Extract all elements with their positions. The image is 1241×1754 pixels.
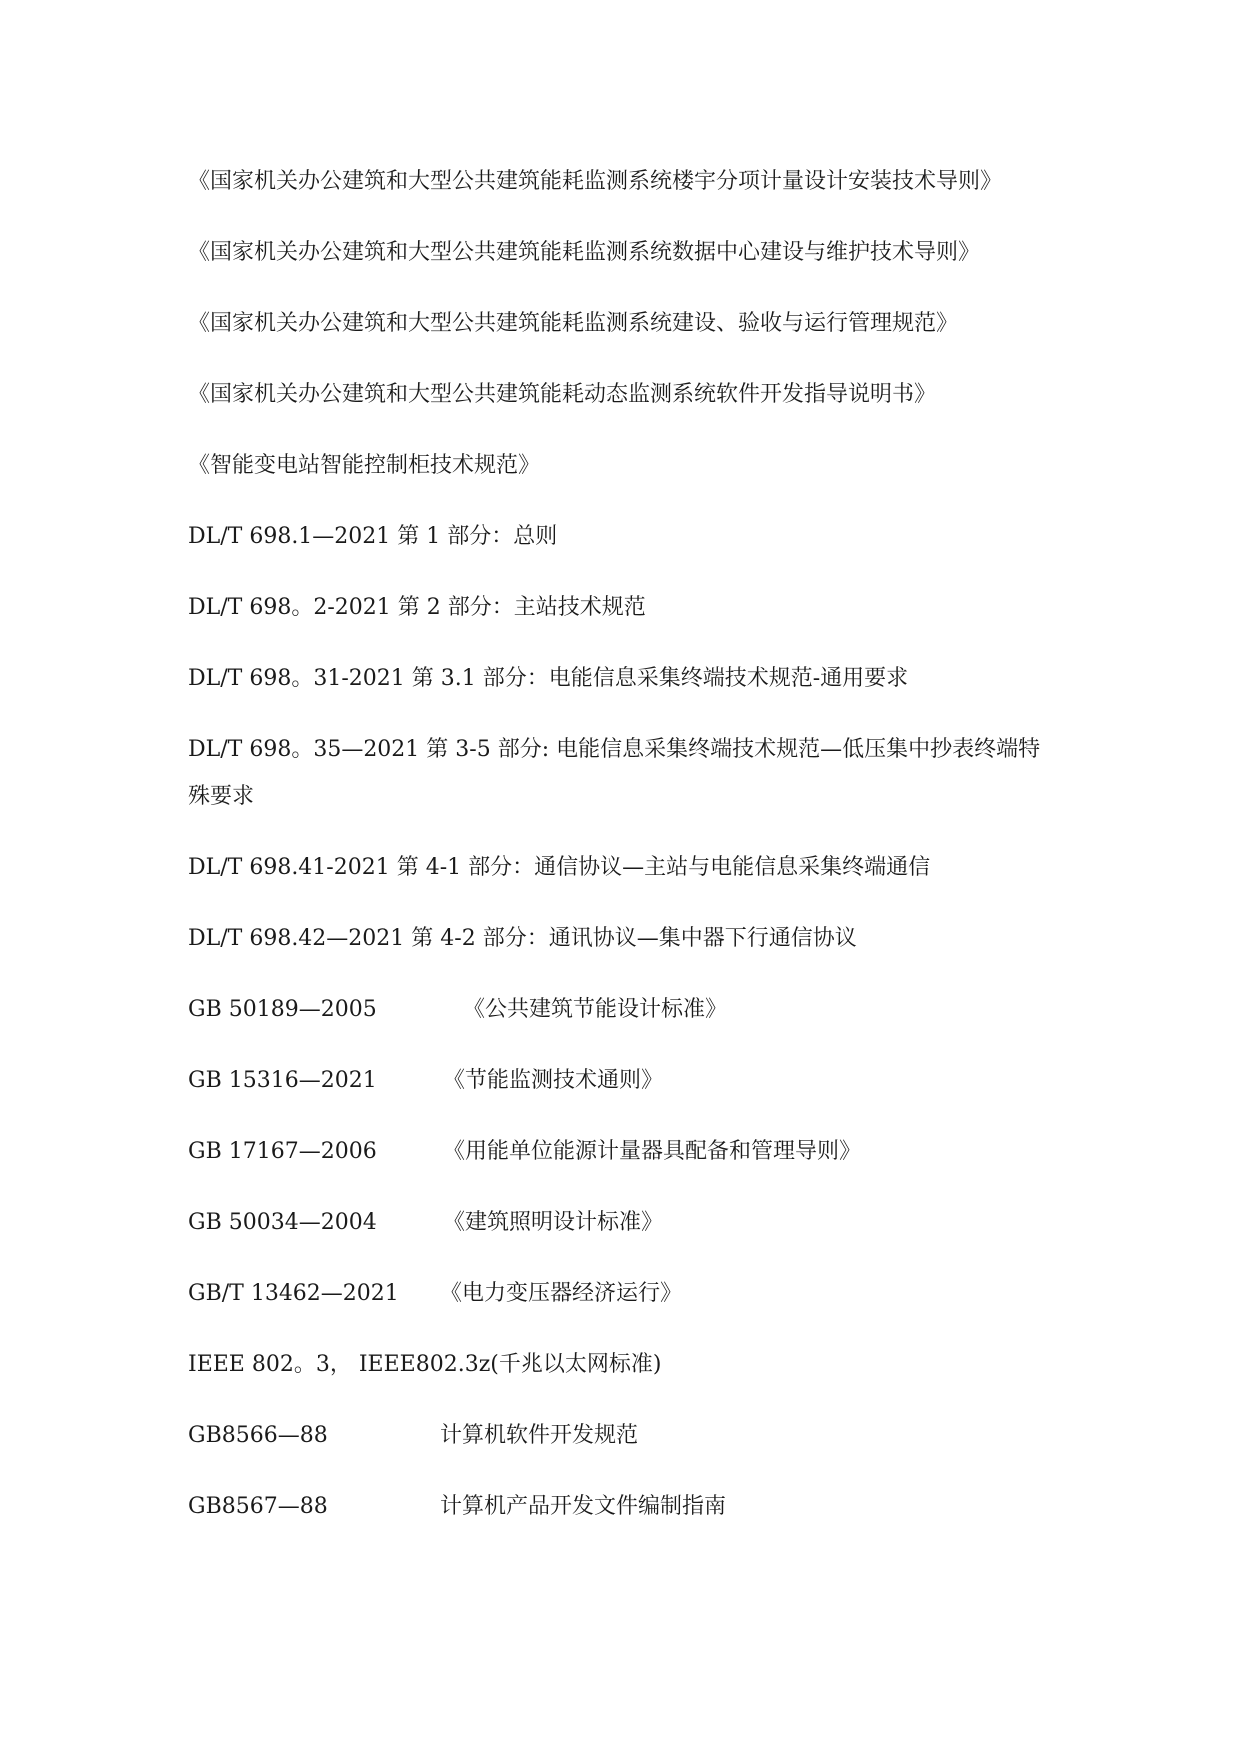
standard-title: 《公共建筑节能设计标准》 — [463, 997, 728, 1022]
standard-title: 计算机产品开发文件编制指南 — [440, 1494, 727, 1519]
standard-code: GB/T 13462—2021 — [188, 1281, 399, 1306]
software-standard-row — [188, 1412, 1060, 1459]
standard-code: GB8567—88 — [188, 1494, 328, 1519]
standard-row — [188, 1199, 1060, 1246]
standard-title: 《用能单位能源计量器具配备和管理导则》 — [443, 1139, 862, 1164]
reference-entry: DL/T 698。35—2021 第 3-5 部分: 电能信息采集终端技术规范—低压集中抄表终端特殊要求 — [188, 737, 1041, 809]
standard-title: 《电力变压器经济运行》 — [440, 1281, 683, 1306]
standard-code: GB 17167—2006 — [188, 1139, 377, 1164]
reference-entry: DL/T 698。31-2021 第 3.1 部分：电能信息采集终端技术规范-通用要求 — [188, 666, 909, 691]
standard-code: GB 50189—2005 — [188, 997, 377, 1022]
reference-entry: DL/T 698。2-2021 第 2 部分：主站技术规范 — [188, 595, 646, 620]
reference-entry: 《国家机关办公建筑和大型公共建筑能耗监测系统建设、验收与运行管理规范》 — [188, 311, 959, 336]
standard-code: GB 50034—2004 — [188, 1210, 377, 1235]
reference-list — [188, 158, 1060, 1554]
reference-entry: 《智能变电站智能控制柜技术规范》 — [188, 453, 541, 478]
standard-row — [188, 1270, 1060, 1317]
reference-entry: 《国家机关办公建筑和大型公共建筑能耗动态监测系统软件开发指导说明书》 — [188, 382, 937, 407]
reference-entry: DL/T 698.41-2021 第 4-1 部分：通信协议—主站与电能信息采集终端通信 — [188, 855, 931, 880]
standard-title: 《节能监测技术通则》 — [443, 1068, 664, 1093]
standard-title: 《建筑照明设计标准》 — [443, 1210, 664, 1235]
reference-entry: 《国家机关办公建筑和大型公共建筑能耗监测系统数据中心建设与维护技术导则》 — [188, 240, 981, 265]
standard-row — [188, 986, 1060, 1033]
ieee-entry: IEEE 802。3， IEEE802.3z(千兆以太网标准) — [188, 1352, 662, 1377]
standard-code: GB 15316—2021 — [188, 1068, 377, 1093]
reference-entry: 《国家机关办公建筑和大型公共建筑能耗监测系统楼宇分项计量设计安装技术导则》 — [188, 169, 1003, 194]
reference-entry: DL/T 698.1—2021 第 1 部分：总则 — [188, 524, 558, 549]
standard-row — [188, 1128, 1060, 1175]
reference-entry: DL/T 698.42—2021 第 4-2 部分：通讯协议—集中器下行通信协议 — [188, 926, 857, 951]
standard-row — [188, 1057, 1060, 1104]
standard-title: 计算机软件开发规范 — [440, 1423, 639, 1448]
software-standard-row — [188, 1483, 1060, 1530]
standard-code: GB8566—88 — [188, 1423, 328, 1448]
